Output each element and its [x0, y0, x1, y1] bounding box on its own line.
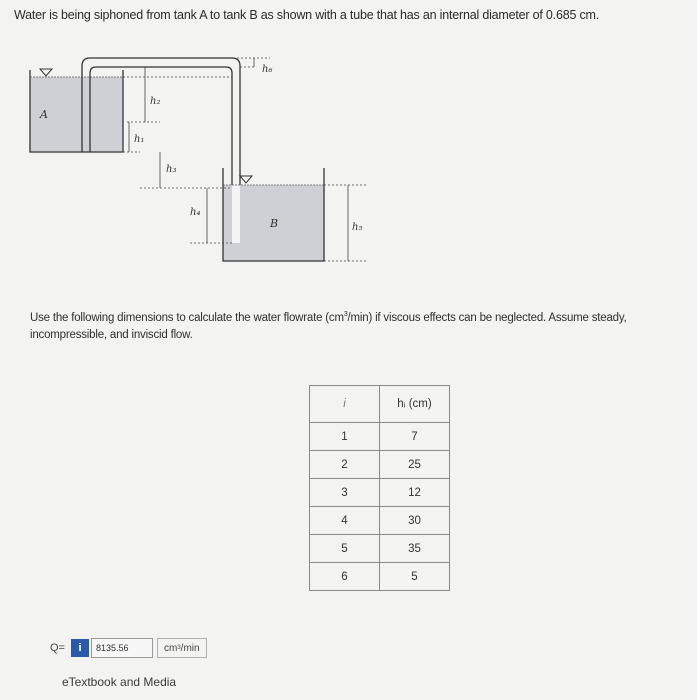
h2-label: h₂ — [150, 96, 161, 107]
h1-label: h₁ — [134, 134, 145, 145]
cell-i: 1 — [310, 423, 380, 451]
water-level-marker-icon — [40, 69, 52, 76]
instructions — [30, 306, 680, 344]
info-icon[interactable]: i — [71, 639, 89, 657]
table-row — [310, 423, 450, 451]
h4-label: h₄ — [190, 207, 201, 218]
cell-i: 5 — [310, 535, 380, 563]
h3-label: h₃ — [166, 164, 177, 175]
h6-label: h₆ — [262, 64, 273, 75]
table-row — [310, 451, 450, 479]
unit-selector[interactable] — [157, 638, 207, 658]
instructions-text-continued: /min) if viscous effects can be neglected. Assume steady, incompressible, and inviscid flow. — [30, 311, 627, 341]
flowrate-input[interactable] — [91, 638, 153, 658]
cell-i: 6 — [310, 563, 380, 591]
answer-row — [50, 638, 207, 658]
problem-statement: Water is being siphoned from tank A to tank B as shown with a tube that has an internal diameter of 0.685 cm. — [14, 8, 600, 22]
cell-h: 12 — [380, 479, 450, 507]
siphon-diagram — [0, 40, 697, 280]
h5-label: h₅ — [352, 222, 363, 233]
tank-b — [223, 168, 324, 261]
cell-h: 25 — [380, 451, 450, 479]
table-row — [310, 563, 450, 591]
cell-i: 2 — [310, 451, 380, 479]
tank-b-label: B — [270, 217, 279, 230]
cell-h: 5 — [380, 563, 450, 591]
unit-text-continued: /min — [180, 642, 200, 654]
instructions-text: Use the following dimensions to calculate the water flowrate (cm — [30, 311, 344, 324]
tank-a — [30, 69, 123, 152]
table-row — [310, 479, 450, 507]
q-label: Q= — [50, 642, 65, 654]
cell-h: 30 — [380, 507, 450, 535]
table-row — [310, 535, 450, 563]
cell-i: 3 — [310, 479, 380, 507]
unit-text: cm — [163, 642, 178, 654]
cell-h: 7 — [380, 423, 450, 451]
table-header-row — [310, 386, 450, 423]
tank-a-label: A — [40, 108, 48, 121]
water-level-marker-icon — [240, 176, 252, 183]
unit-superscript: 3 — [177, 645, 181, 651]
etextbook-link[interactable]: eTextbook and Media — [62, 675, 177, 689]
cell-h: 35 — [380, 535, 450, 563]
dimensions-table — [309, 385, 450, 591]
header-h: hᵢ (cm) — [380, 386, 450, 423]
instructions-superscript: 3 — [343, 311, 348, 318]
header-i: i — [310, 386, 380, 423]
cell-i: 4 — [310, 507, 380, 535]
table-row — [310, 507, 450, 535]
